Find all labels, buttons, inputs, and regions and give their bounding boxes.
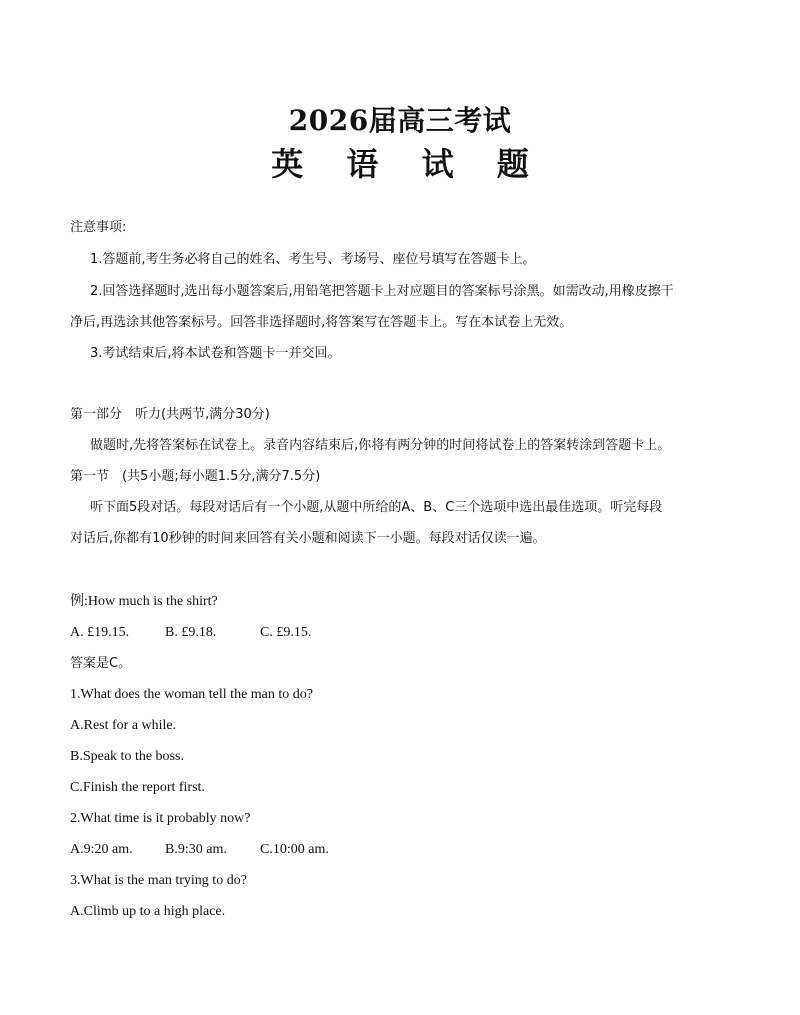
- question-1-option-a: A.Rest for a while.: [70, 718, 177, 733]
- subject-title: 英 语 试 题: [271, 145, 545, 183]
- example-question: 例:How much is the shirt?: [70, 594, 218, 609]
- notice-item-3: 3.考试结束后,将本试卷和答题卡一并交回。: [90, 346, 341, 361]
- notice-item-2-line-2: 净后,再选涂其他答案标号。回答非选择题时,将答案写在答题卡上。写在本试卷上无效。: [70, 315, 573, 330]
- notice-item-1: 1.答题前,考生务必将自己的姓名、考生号、考场号、座位号填写在答题卡上。: [90, 252, 536, 267]
- question-2-options: [70, 840, 329, 860]
- question-3-option-a: A.Climb up to a high place.: [70, 904, 226, 919]
- section1-instruction-line-2: 对话后,你都有10秒钟的时间来回答有关小题和阅读下一小题。每段对话仅读一遍。: [70, 531, 546, 546]
- section1-instruction-line-1: 听下面5段对话。每段对话后有一个小题,从题中所给的A、B、C三个选项中选出最佳选项。听完每段: [90, 500, 663, 515]
- question-3-stem: 3.What is the man trying to do?: [70, 873, 247, 888]
- question-1-option-c: C.Finish the report first.: [70, 780, 205, 795]
- notice-heading: 注意事项:: [70, 220, 127, 235]
- section1-heading: 第一节 (共5小题;每小题1.5分,满分7.5分): [70, 469, 321, 484]
- question-1-option-b: B.Speak to the boss.: [70, 749, 184, 764]
- example-options: [70, 623, 311, 643]
- example-option-a: A. £19.15.: [70, 625, 130, 640]
- notice-item-2-line-1: 2.回答选择题时,选出每小题答案后,用铅笔把答题卡上对应题目的答案标号涂黑。如需改动,用橡皮擦干: [90, 284, 674, 299]
- part1-heading: 第一部分 听力(共两节,满分30分): [70, 407, 270, 422]
- question-2-option-c: C.10:00 am.: [260, 842, 329, 857]
- part1-instruction: 做题时,先将答案标在试卷上。录音内容结束后,你将有两分钟的时间将试卷上的答案转涂到答题卡上。: [90, 438, 671, 453]
- example-answer: 答案是C。: [70, 656, 132, 671]
- question-2-option-a: A.9:20 am.: [70, 842, 133, 857]
- question-2-stem: 2.What time is it probably now?: [70, 811, 251, 826]
- question-2-option-b: B.9:30 am.: [165, 842, 227, 857]
- question-1-stem: 1.What does the woman tell the man to do?: [70, 687, 313, 702]
- example-option-b: B. £9.18.: [165, 625, 217, 640]
- exam-title: 2026届高三考试: [288, 104, 512, 137]
- example-option-c: C. £9.15.: [260, 625, 312, 640]
